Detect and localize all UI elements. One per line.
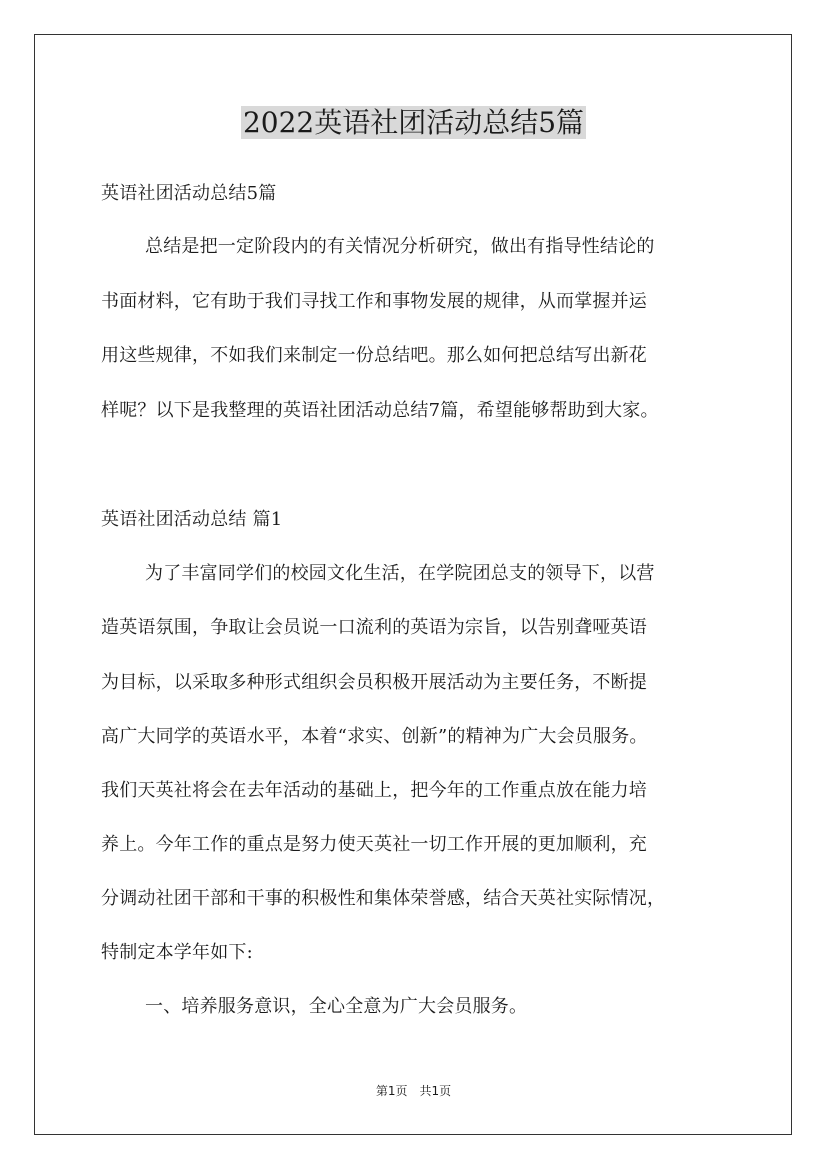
section-1-line-1: 为了丰富同学们的校园文化生活，在学院团总支的领导下，以营 xyxy=(145,563,655,584)
section-1-item-1: 一、培养服务意识，全心全意为广大会员服务。 xyxy=(145,996,528,1017)
section-1-line-7: 分调动社团干部和干事的积极性和集体荣誉感，结合天英社实际情况， xyxy=(101,888,666,909)
section-1-line-5: 我们天英社将会在去年活动的基础上，把今年的工作重点放在能力培 xyxy=(101,780,647,801)
intro-line-2: 书面材料，它有助于我们寻找工作和事物发展的规律，从而掌握并运 xyxy=(101,291,647,312)
document-subtitle: 英语社团活动总结5篇 xyxy=(101,183,277,204)
section-1-line-3: 为目标，以采取多种形式组织会员积极开展活动为主要任务，不断提 xyxy=(101,672,647,693)
intro-line-4: 样呢？以下是我整理的英语社团活动总结7篇，希望能够帮助到大家。 xyxy=(101,400,659,421)
intro-line-1: 总结是把一定阶段内的有关情况分析研究，做出有指导性结论的 xyxy=(145,236,655,257)
section-1-line-2: 造英语氛围，争取让会员说一口流利的英语为宗旨，以告别聋哑英语 xyxy=(101,617,647,638)
section-1-heading: 英语社团活动总结 篇1 xyxy=(101,509,283,530)
section-1-line-6: 养上。今年工作的重点是努力使天英社一切工作开展的更加顺利，充 xyxy=(101,834,647,855)
intro-line-3: 用这些规律，不如我们来制定一份总结吧。那么如何把总结写出新花 xyxy=(101,345,647,366)
section-1-line-4: 高广大同学的英语水平，本着“求实、创新”的精神为广大会员服务。 xyxy=(101,726,648,747)
document-title-text: 2022英语社团活动总结5篇 xyxy=(242,106,585,139)
page-footer: 第1页 共1页 xyxy=(375,1084,452,1098)
document-title xyxy=(0,103,827,143)
section-1-line-8: 特制定本学年如下: xyxy=(101,942,253,963)
